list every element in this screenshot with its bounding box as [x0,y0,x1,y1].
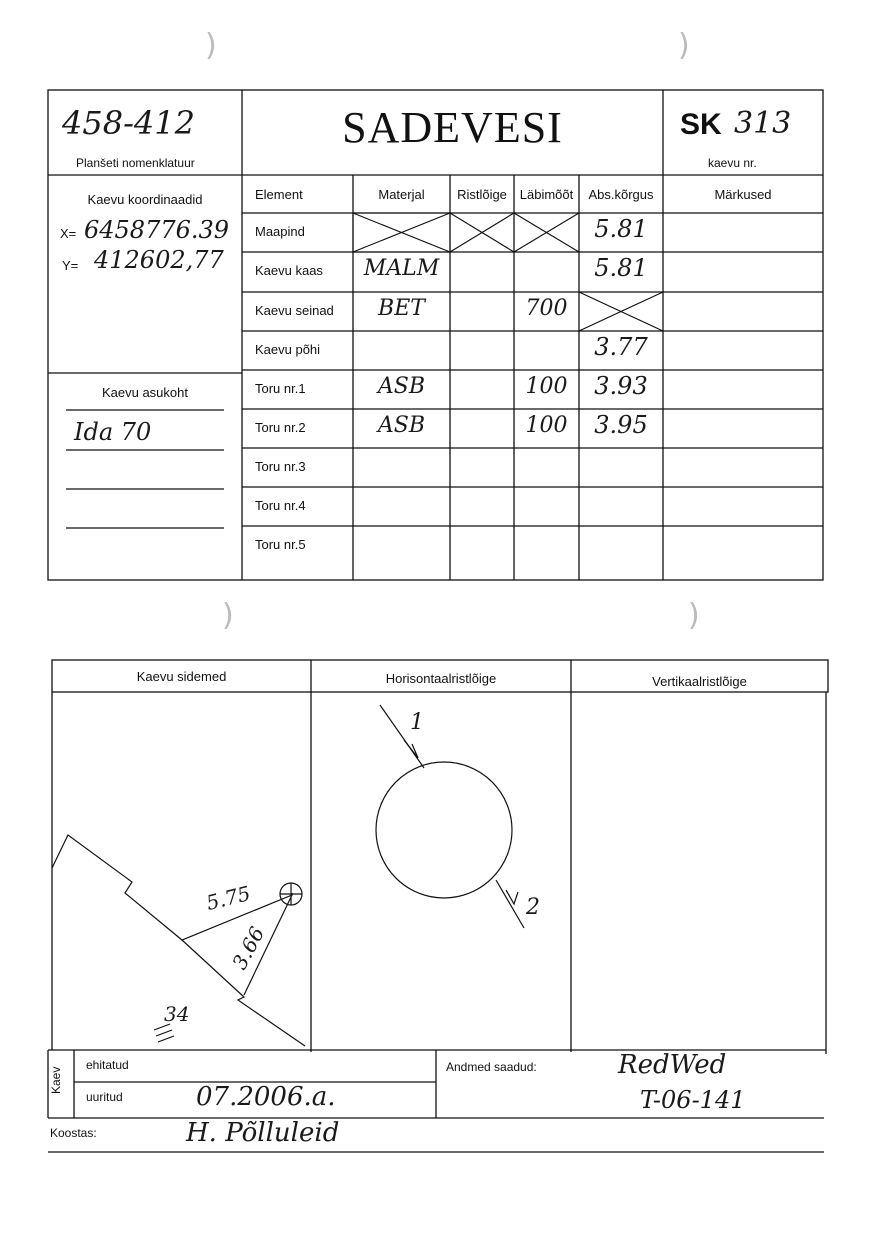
vertical-label: Vertikaalristlõige [652,674,747,689]
tie-1-label: 5.75 [203,880,253,916]
row-material-value: BET [378,296,425,321]
row-diameter-value: 100 [525,413,568,438]
built-label: ehitatud [86,1058,129,1072]
horizontal-label: Horisontaalristlõige [385,671,497,686]
row-height-value: 3.93 [594,372,648,400]
well-no-value: 313 [734,106,792,141]
row-material-value: ASB [377,413,426,438]
punch-mark-icon: ) [678,28,690,63]
pipe-2-label: 2 [526,895,540,920]
y-prefix: Y= [62,258,79,273]
row-material-value: ASB [377,374,426,399]
col-header-material: Materjal [378,187,425,202]
punch-mark-icon: ) [222,598,234,633]
nomenclature-value: 458-412 [62,104,195,142]
location-label: Kaevu asukoht [101,385,188,400]
page-title: SADEVESI [342,103,563,152]
surveyed-value: 07.2006.a. [196,1082,336,1112]
data-from-label: Andmed saadud: [446,1060,537,1074]
tie-ref-label: 34 [164,1002,190,1026]
pipe-1-label: 1 [410,710,424,735]
row-element-label: Toru nr.1 [255,381,306,396]
x-prefix: X= [60,226,77,241]
surveyed-label: uuritud [86,1090,123,1104]
ties-label: Kaevu sidemed [136,669,227,684]
row-element-label: Toru nr.2 [255,420,306,435]
tie-2-label: 3.66 [227,922,270,974]
row-diameter-value: 700 [525,296,568,321]
row-height-value: 5.81 [594,254,648,282]
col-header-notes: Märkused [714,187,772,202]
row-element-label: Kaevu põhi [255,342,321,357]
row-element-label: Maapind [255,224,305,239]
col-header-diameter: Läbimõõt [519,187,574,202]
row-element-label: Kaevu kaas [255,263,323,278]
row-height-value: 3.95 [594,411,648,439]
col-header-element: Element [255,187,303,202]
compiled-value: H. Põlluleid [186,1118,340,1148]
nomenclature-label: Planšeti nomenklatuur [76,156,195,170]
row-material-value: MALM [363,256,440,281]
location-line: Ida 70 [74,418,152,446]
horizontal-section-drawing [376,705,524,928]
row-element-label: Kaevu seinad [255,303,334,318]
row-element-label: Toru nr.3 [255,459,306,474]
punch-mark-icon: ) [688,598,700,633]
row-element-label: Toru nr.5 [255,537,306,552]
well-no-prefix: SK [680,108,722,141]
compiled-label: Koostas: [50,1126,97,1140]
col-header-height: Abs.kõrgus [588,187,654,202]
coords-label: Kaevu koordinaadid [87,192,203,207]
y-value: 412602,77 [94,246,224,274]
kaev-label: Kaev [49,1066,63,1094]
well-no-label: kaevu nr. [708,156,757,170]
row-height-value: 5.81 [594,215,648,243]
punch-mark-icon: ) [205,28,217,63]
x-value: 6458776.39 [84,216,230,244]
col-header-cross: Ristlõige [457,187,507,202]
row-diameter-value: 100 [525,374,568,399]
row-height-value: 3.77 [594,333,648,361]
data-from-value: RedWed [618,1050,727,1080]
data-ref-value: T-06-141 [640,1086,746,1114]
row-element-label: Toru nr.4 [255,498,306,513]
